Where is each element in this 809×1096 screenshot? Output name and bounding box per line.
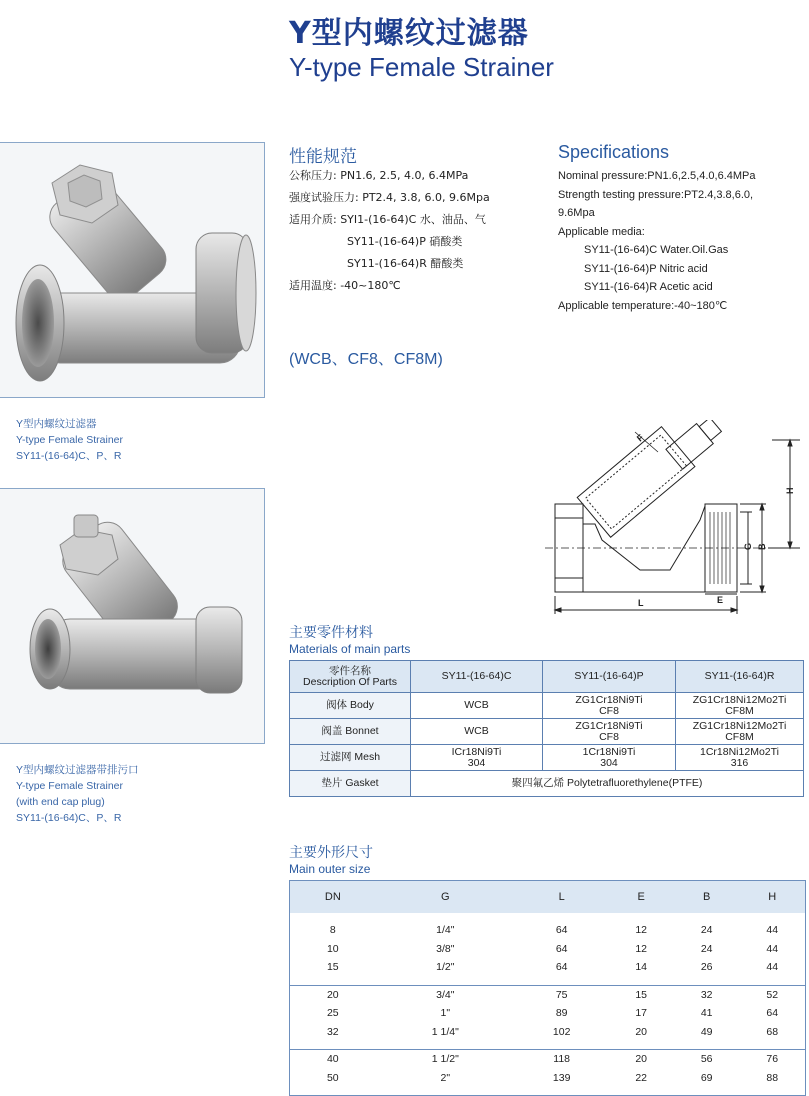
table-row xyxy=(290,958,805,977)
table-cell: 64 xyxy=(555,924,568,937)
table-cell: WCB xyxy=(411,719,543,745)
table-cell: 76 xyxy=(739,1050,805,1069)
table-row xyxy=(290,940,805,959)
caption-line: Y型内螺纹过滤器带排污口 xyxy=(16,764,139,776)
table-cell: 56 xyxy=(674,1050,740,1069)
table-row xyxy=(290,921,805,940)
table-cell: 20 xyxy=(608,1050,674,1069)
product-photo-1 xyxy=(0,142,265,398)
sizes-col-header: DN xyxy=(290,881,376,913)
table-cell: ZG1Cr18Ni12Mo2Ti CF8M xyxy=(676,693,804,719)
table-row xyxy=(290,1050,805,1069)
page-title-cn: Y型内螺纹过滤器 xyxy=(289,16,529,51)
materials-col-header: SY11-(16-64)P xyxy=(543,661,676,693)
table-row xyxy=(290,1023,805,1042)
materials-table xyxy=(289,660,804,797)
spec-line: Applicable temperature:-40~180℃ xyxy=(558,299,728,312)
sizes-col-header: H xyxy=(739,881,805,913)
table-cell: 垫片 Gasket xyxy=(290,771,411,797)
y-strainer-image xyxy=(0,143,264,397)
spec-line: Applicable media: xyxy=(558,225,645,238)
table-cell: 17 xyxy=(635,1007,647,1020)
table-row xyxy=(290,985,805,1004)
table-cell: 22 xyxy=(635,1071,647,1084)
materials-col-header: 零件名称 Description Of Parts xyxy=(290,661,411,693)
table-cell: 49 xyxy=(700,1025,713,1038)
table-cell: 1" xyxy=(440,1007,451,1020)
spec-line: 强度试验压力: PT2.4, 3.8, 6.0, 9.6Mpa xyxy=(289,191,490,204)
spec-list-en xyxy=(558,167,756,315)
table-cell: 阀盖 Bonnet xyxy=(290,719,411,745)
strainer-section-drawing xyxy=(540,420,802,620)
table-cell: ICr18Ni9Ti 304 xyxy=(411,745,543,771)
table-cell: 过滤网 Mesh xyxy=(290,745,411,771)
spec-line: 9.6Mpa xyxy=(558,207,595,219)
spec-list-cn xyxy=(289,165,490,297)
material-codes: (WCB、CF8、CF8M) xyxy=(289,351,443,368)
materials-col-header: SY11-(16-64)C xyxy=(411,661,543,693)
table-cell: 52 xyxy=(739,985,805,1004)
materials-heading-en: Materials of main parts xyxy=(289,642,411,656)
spec-line: SY11-(16-64)C Water.Oil.Gas xyxy=(584,244,729,256)
table-cell: 44 xyxy=(766,961,779,974)
page-title-en: Y-type Female Strainer xyxy=(289,52,554,82)
table-cell: 1 1/2" xyxy=(376,1050,515,1069)
table-cell: 8 xyxy=(329,924,336,937)
materials-heading-cn: 主要零件材料 xyxy=(289,625,373,641)
sizes-col-header: B xyxy=(674,881,740,913)
table-cell: 10 xyxy=(326,942,339,955)
table-cell: 12 xyxy=(635,942,647,955)
table-row xyxy=(290,745,804,771)
materials-col-header: SY11-(16-64)R xyxy=(676,661,804,693)
dim-label-l: L xyxy=(638,598,644,608)
caption-line: Y-type Female Strainer xyxy=(16,434,123,446)
spec-line: SY11-(16-64)R Acetic acid xyxy=(584,281,713,293)
table-cell: 32 xyxy=(674,985,740,1004)
spec-line: SY11-(16-64)P Nitric acid xyxy=(584,262,708,275)
table-cell: 26 xyxy=(700,961,713,974)
dim-label-b: B xyxy=(757,543,767,550)
table-cell: 64 xyxy=(555,961,568,974)
caption-line: Y型内螺纹过滤器 xyxy=(16,418,97,430)
sizes-col-header: G xyxy=(376,881,515,913)
dim-label-e: E xyxy=(717,595,724,605)
table-cell: 12 xyxy=(635,924,647,937)
spec-line: 适用介质: SYI1-(16-64)C 水、油品、气 xyxy=(289,213,486,226)
table-cell: 20 xyxy=(290,985,376,1004)
caption-line: (with end cap plug) xyxy=(16,796,105,808)
table-cell: 1 1/4" xyxy=(431,1025,459,1038)
product-photo-2 xyxy=(0,488,265,744)
table-cell: 1/2" xyxy=(436,961,455,974)
table-cell: 14 xyxy=(635,961,647,974)
table-cell: ZG1Cr18Ni9Ti CF8 xyxy=(543,719,676,745)
spec-line: SY11-(16-64)P 硝酸类 xyxy=(347,235,463,248)
table-cell: 3/4" xyxy=(376,985,515,1004)
table-cell: 102 xyxy=(552,1025,571,1038)
table-cell: 3/8" xyxy=(436,942,455,955)
spec-line: 公称压力: PN1.6, 2.5, 4.0, 6.4MPa xyxy=(289,169,469,182)
table-cell: WCB xyxy=(411,693,543,719)
table-cell: 75 xyxy=(515,985,609,1004)
table-cell: 1Cr18Ni12Mo2Ti 316 xyxy=(676,745,804,771)
table-cell: 89 xyxy=(555,1007,568,1020)
sizes-table-frame xyxy=(289,880,806,1096)
spec-line: 适用温度: -40~180℃ xyxy=(289,279,401,292)
table-cell: 68 xyxy=(766,1025,779,1038)
table-cell: 139 xyxy=(552,1071,571,1084)
spec-heading-en: Specifications xyxy=(558,142,670,162)
table-cell: 41 xyxy=(700,1007,713,1020)
table-cell: 64 xyxy=(766,1007,779,1020)
spec-line: Strength testing pressure:PT2.4,3.8,6.0, xyxy=(558,188,754,201)
dim-label-g: G xyxy=(743,542,753,550)
table-cell: 2" xyxy=(440,1071,451,1084)
table-cell: 64 xyxy=(555,942,568,955)
spec-line: SY11-(16-64)R 醋酸类 xyxy=(347,257,464,270)
caption-line: SY11-(16-64)C、P、R xyxy=(16,812,122,824)
table-cell: 44 xyxy=(766,924,779,937)
sizes-heading-cn: 主要外形尺寸 xyxy=(289,845,373,861)
table-row xyxy=(290,693,804,719)
table-cell: 44 xyxy=(766,942,779,955)
spec-heading-cn: 性能规范 xyxy=(289,147,357,167)
table-cell: 118 xyxy=(515,1050,609,1069)
table-cell: ZG1Cr18Ni9Ti CF8 xyxy=(543,693,676,719)
table-row xyxy=(290,1069,805,1088)
table-cell: 32 xyxy=(326,1025,339,1038)
table-cell: 69 xyxy=(700,1071,713,1084)
table-cell: 88 xyxy=(766,1071,779,1084)
table-cell: 15 xyxy=(608,985,674,1004)
table-cell: 24 xyxy=(700,924,713,937)
table-cell: 25 xyxy=(326,1007,339,1020)
table-cell: 1Cr18Ni9Ti 304 xyxy=(543,745,676,771)
table-cell: 24 xyxy=(700,942,713,955)
dim-label-f: F xyxy=(634,432,646,444)
table-row xyxy=(290,771,804,797)
product-caption-1 xyxy=(16,416,123,464)
table-cell: 阀体 Body xyxy=(290,693,411,719)
dim-label-h: H xyxy=(785,487,795,494)
table-row xyxy=(290,719,804,745)
dimension-drawing xyxy=(540,420,802,620)
table-cell: 1/4" xyxy=(436,924,455,937)
table-cell: 15 xyxy=(326,961,339,974)
caption-line: Y-type Female Strainer xyxy=(16,780,123,792)
spec-line: Nominal pressure:PN1.6,2.5,4.0,6.4MPa xyxy=(558,170,756,182)
table-cell: 50 xyxy=(326,1071,339,1084)
sizes-col-header: L xyxy=(515,881,609,913)
table-cell: 40 xyxy=(290,1050,376,1069)
caption-line: SY11-(16-64)C、P、R xyxy=(16,450,122,462)
sizes-heading-en: Main outer size xyxy=(289,862,371,876)
table-cell: 聚四氟乙烯 Polytetrafluorethylene(PTFE) xyxy=(411,771,804,797)
y-strainer-plug-image xyxy=(0,489,264,743)
table-cell: 20 xyxy=(635,1025,647,1038)
table-cell: ZG1Cr18Ni12Mo2Ti CF8M xyxy=(676,719,804,745)
sizes-col-header: E xyxy=(608,881,674,913)
table-row xyxy=(290,1004,805,1023)
sizes-table xyxy=(290,881,805,1095)
product-caption-2 xyxy=(16,762,139,826)
